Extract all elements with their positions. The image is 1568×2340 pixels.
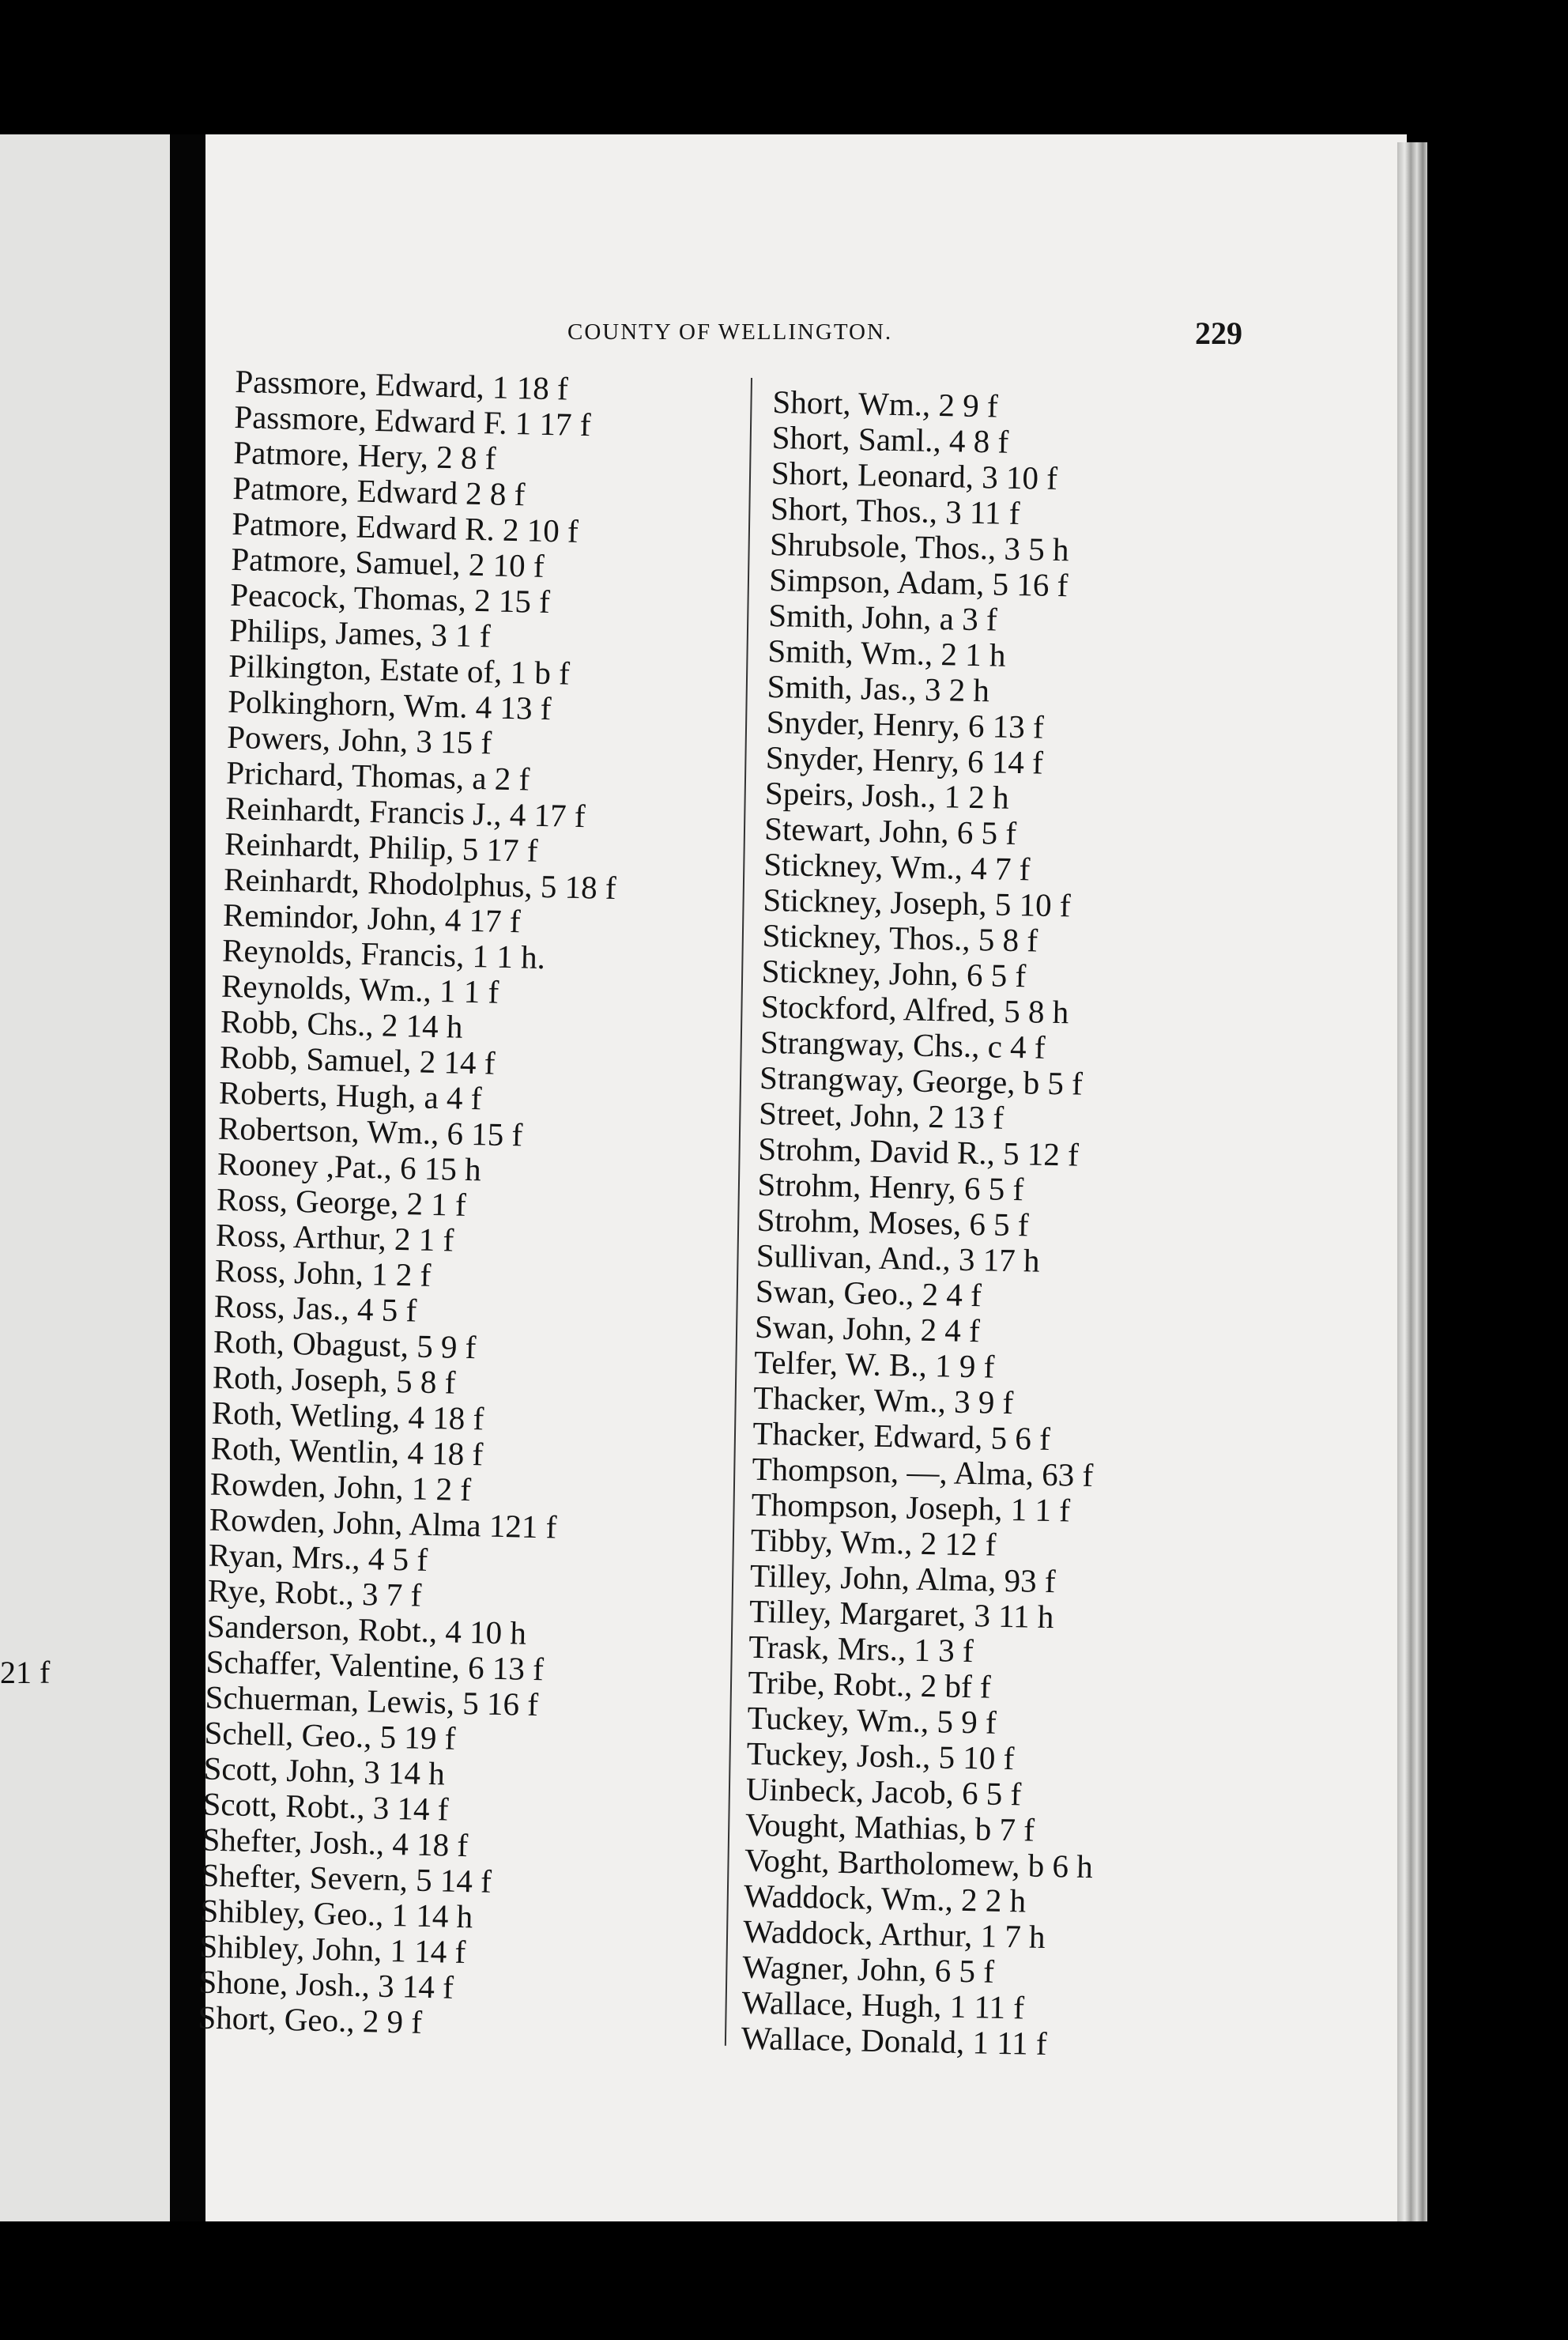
directory-entry: Passmore, Edward F. 1 17 f [233,398,591,443]
directory-entry: Schaffer, Valentine, 6 13 f [205,1643,545,1688]
directory-entry: Ryan, Mrs., 4 5 f [208,1536,428,1578]
directory-entry: Reynolds, Wm., 1 1 f [220,967,499,1010]
directory-entry: Stickney, John, 6 5 f [761,952,1027,994]
directory-entry: Scott, John, 3 14 h [203,1749,446,1792]
directory-entry: Stickney, Joseph, 5 10 f [763,881,1071,924]
running-head: COUNTY OF WELLINGTON. [567,319,893,345]
directory-entry: Tibby, Wm., 2 12 f [750,1521,997,1563]
directory-entry: Scott, Robt., 3 14 f [202,1785,450,1828]
directory-entry: Schell, Geo., 5 19 f [204,1714,456,1757]
directory-entry: Tilley, John, Alma, 93 f [749,1557,1056,1600]
directory-entry: Swan, John, 2 4 f [754,1308,981,1349]
directory-entry: Thompson, Joseph, 1 1 f [751,1485,1071,1529]
directory-entry: Voght, Bartholomew, b 6 h [744,1841,1094,1885]
directory-entry: Reinhardt, Philip, 5 17 f [224,825,538,869]
left-page-text-fragment: 21 f [0,1655,51,1690]
directory-entry: Swan, Geo., 2 4 f [755,1272,982,1314]
directory-entry: Wagner, John, 6 5 f [742,1948,995,1990]
page-edge [1397,142,1427,2221]
directory-entry: Stickney, Thos., 5 8 f [762,916,1038,959]
directory-entry: Passmore, Edward, 1 18 f [234,363,569,407]
directory-entry: Tilley, Margaret, 3 11 h [748,1592,1054,1636]
directory-entry: Rowden, John, 1 2 f [209,1465,472,1508]
directory-entry: Polkinghorn, Wm. 4 13 f [227,682,552,727]
directory-entry: Patmore, Hery, 2 8 f [232,433,496,477]
directory-entry: Speirs, Josh., 1 2 h [764,774,1010,816]
directory-entry: Thompson, —, Alma, 63 f [752,1450,1094,1494]
directory-entry: Rooney ,Pat., 6 15 h [217,1145,482,1188]
directory-entry: Robb, Samuel, 2 14 f [219,1038,496,1081]
directory-entry: Robb, Chs., 2 14 h [220,1002,463,1045]
directory-entry: Smith, Wm., 2 1 h [767,632,1006,674]
directory-entry: Roth, Wetling, 4 18 f [211,1394,484,1437]
directory-entry: Stewart, John, 6 5 f [763,810,1017,852]
directory-entry: Rye, Robt., 3 7 f [207,1572,422,1613]
directory-entry: Strangway, George, b 5 f [759,1059,1084,1102]
directory-entry: Shefter, Severn, 5 14 f [201,1856,492,1900]
directory-entry: Trask, Mrs., 1 3 f [748,1628,974,1670]
directory-entry: Shone, Josh., 3 14 f [198,1963,454,2006]
directory-entry: Reinhardt, Rhodolphus, 5 18 f [223,860,617,907]
directory-entry: Roth, Obagust, 5 9 f [213,1323,477,1366]
directory-entry: Schuerman, Lewis, 5 16 f [205,1678,539,1723]
directory-entry: Rowden, John, Alma 121 f [209,1500,557,1546]
directory-entry: Roth, Wentlin, 4 18 f [210,1429,484,1473]
directory-entry: Smith, Jas., 3 2 h [767,667,990,709]
directory-entry: Snyder, Henry, 6 14 f [765,738,1044,781]
directory-entry: Tribe, Robt., 2 bf f [748,1663,992,1705]
directory-entry: Shrubsole, Thos., 3 5 h [769,525,1070,568]
directory-entry: Robertson, Wm., 6 15 f [217,1109,523,1153]
directory-entry: Waddock, Wm., 2 2 h [743,1877,1027,1919]
directory-entry: Wallace, Hugh, 1 11 f [741,1983,1025,2026]
directory-entry: Shefter, Josh., 4 18 f [202,1821,469,1864]
directory-entry: Ross, Jas., 4 5 f [213,1287,417,1329]
directory-entry: Waddock, Arthur, 1 7 h [742,1912,1046,1955]
directory-entry: Ross, George, 2 1 f [216,1180,467,1223]
directory-entry: Wallace, Donald, 1 11 f [741,2019,1048,2063]
directory-entry: Thacker, Wm., 3 9 f [752,1379,1014,1421]
directory-entry: Philips, James, 3 1 f [228,611,492,655]
directory-entry: Sanderson, Robt., 4 10 h [206,1607,527,1651]
directory-entry: Roberts, Hugh, a 4 f [218,1074,483,1117]
directory-entry: Ross, Arthur, 2 1 f [215,1216,454,1259]
directory-entry: Strohm, Henry, 6 5 f [757,1165,1024,1208]
directory-entry: Thacker, Edward, 5 6 f [752,1414,1051,1457]
directory-entry: Peacock, Thomas, 2 15 f [229,576,551,621]
directory-entry: Patmore, Edward 2 8 f [232,469,526,513]
directory-entry: Short, Geo., 2 9 f [198,1998,423,2040]
directory-entry: Pilkington, Estate of, 1 b f [228,647,571,692]
directory-entry: Ross, John, 1 2 f [214,1251,432,1293]
directory-entry: Remindor, John, 4 17 f [222,896,522,940]
directory-entry: Tuckey, Wm., 5 9 f [747,1699,997,1741]
directory-entry: Short, Leonard, 3 10 f [771,454,1058,496]
page-number: 229 [1195,315,1242,351]
directory-entry: Patmore, Edward R. 2 10 f [231,504,579,549]
directory-entry: Patmore, Samuel, 2 10 f [230,540,545,584]
directory-entry: Shibley, John, 1 14 f [199,1927,466,1971]
directory-entry: Roth, Joseph, 5 8 f [212,1358,456,1401]
directory-entry: Tuckey, Josh., 5 10 f [746,1734,1015,1777]
directory-entry: Powers, John, 3 15 f [226,718,492,761]
directory-entry: Simpson, Adam, 5 16 f [768,560,1069,604]
directory-entry: Stickney, Wm., 4 7 f [763,845,1031,888]
directory-entry: Short, Saml., 4 8 f [771,418,1009,460]
directory-entry: Vought, Mathias, b 7 f [744,1806,1035,1848]
left-column-entries [198,364,628,2044]
directory-entry: Street, John, 2 13 f [758,1094,1004,1136]
directory-entry: Reinhardt, Francis J., 4 17 f [224,789,586,835]
directory-entry: Telfer, W. B., 1 9 f [753,1343,995,1385]
directory-entry: Short, Thos., 3 11 f [770,489,1020,532]
right-column-entries [741,384,1121,2063]
directory-entry: Uinbeck, Jacob, 6 5 f [745,1770,1022,1813]
directory-entry: Prichard, Thomas, a 2 f [225,753,530,798]
directory-entry: Strangway, Chs., c 4 f [760,1023,1046,1066]
directory-entry: Reynolds, Francis, 1 1 h. [221,931,546,976]
directory-entry: Strohm, David R., 5 12 f [757,1130,1080,1173]
directory-entry: Snyder, Henry, 6 13 f [766,703,1045,745]
directory-entry: Smith, John, a 3 f [767,596,998,638]
directory-entry: Sullivan, And., 3 17 h [756,1236,1041,1279]
directory-entry: Shibley, Geo., 1 14 h [200,1892,473,1935]
directory-entry: Stockford, Alfred, 5 8 h [760,987,1069,1031]
directory-entry: Strohm, Moses, 6 5 f [756,1201,1030,1244]
directory-entry: Short, Wm., 2 9 f [772,383,999,425]
left-page-fragment [0,134,170,2221]
